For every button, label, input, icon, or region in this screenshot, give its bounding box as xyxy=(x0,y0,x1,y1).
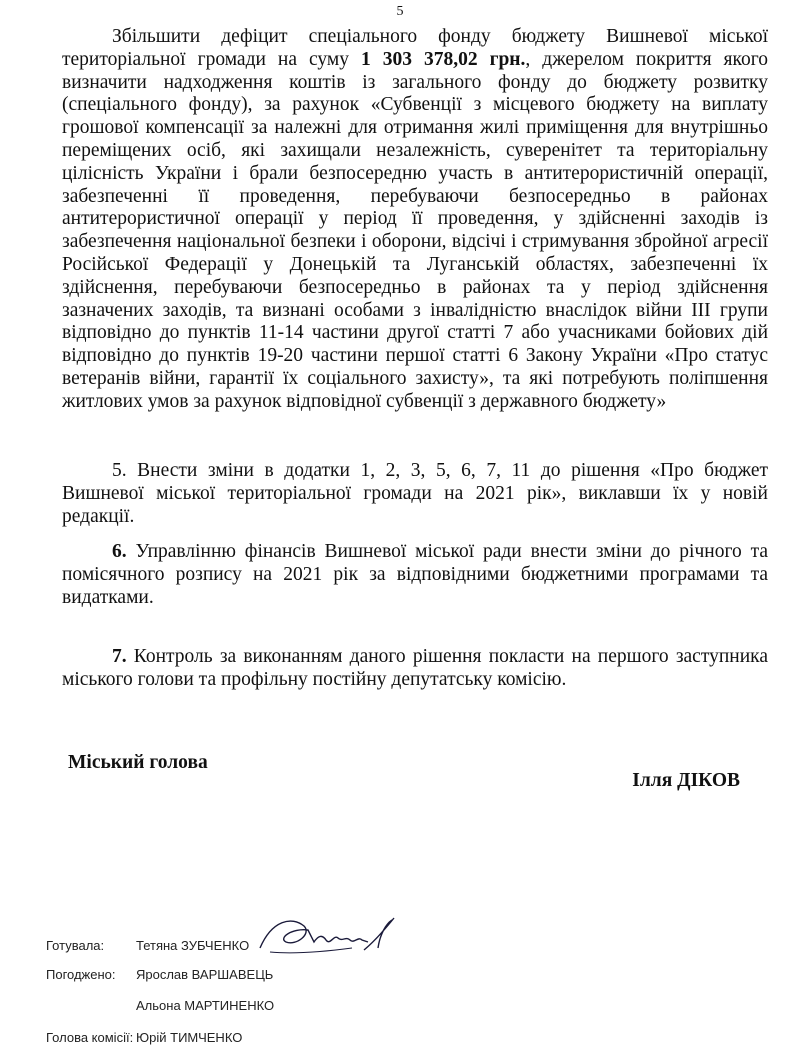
p5-number: 5. xyxy=(112,460,127,481)
p1-text-a: Збільшити дефіцит спеціального фонду бюджету Вишневої міської територіальної громади на суму xyxy=(62,26,768,70)
paragraph-5 xyxy=(62,460,768,528)
p1-text-b: , джерелом покриття якого визначити надходження коштів із загального фонду до бюджету розвитку (спеціального фонду), за рахунок «Субвенції з місцевого бюджету на виплату грошової компенсації за належні для отримання жилі приміщення для внутрішньо переміщених осіб, які захищали незалежність, суверенітет та територіальну цілісність України і брали безпосередню участь в антитерористичній операції, забезпеченні її проведення, перебуваючи безпосередньо в районах антитерористичної операції у період її проведення, у здійсненні заходів із забезпечення національної безпеки і оборони, відсічі і стримування збройної агресії Російської Федерації у Донецькій та Луганській областях, забезпеченні їх здійснення, перебуваючи безпосередньо в районах та у період здійснення зазначених заходів, та визнані особами з інвалідністю внаслідок війни III групи відповідно до пунктів 11-14 частини другої статті 7 або учасниками бойових дій відповідно до пунктів 19-20 частини першої статті 6 Закону України «Про статус ветеранів війни, гарантії їх соціального захисту», та які потребують поліпшення житлових умов за рахунок відповідної субвенції з державного бюджету» xyxy=(62,48,768,412)
mayor-name: Ілля ДІКОВ xyxy=(632,770,740,791)
agreed-name-2: Альона МАРТИНЕНКО xyxy=(136,998,275,1013)
p6-number: 6. xyxy=(112,541,127,562)
p5-text: Внести зміни в додатки 1, 2, 3, 5, 6, 7, 11 до рішення «Про бюджет Вишневої міської територіальної громади на 2021 рік», виклавши їх у новій редакції. xyxy=(62,460,768,527)
prepared-name: Тетяна ЗУБЧЕНКО xyxy=(136,938,250,953)
mayor-position: Міський голова xyxy=(68,752,208,773)
commission-label: Голова комісії: xyxy=(46,1030,134,1045)
p6-text: Управлінню фінансів Вишневої міської ради внести зміни до річного та помісячного розпису на 2021 рік за відповідними бюджетними програмами та видатками. xyxy=(62,541,768,608)
handwritten-signature xyxy=(252,912,402,964)
paragraph-budget-deficit xyxy=(62,26,768,414)
deficit-amount: 1 303 378,02 грн. xyxy=(361,48,526,70)
agreed-name-1: Ярослав ВАРШАВЕЦЬ xyxy=(136,967,274,982)
paragraph-6 xyxy=(62,541,768,609)
page-number: 5 xyxy=(396,4,404,19)
agreed-label: Погоджено: xyxy=(46,967,116,982)
commission-name: Юрій ТИМЧЕНКО xyxy=(136,1030,243,1045)
prepared-label: Готувала: xyxy=(46,938,105,953)
p7-text: Контроль за виконанням даного рішення покласти на першого заступника міського голови та профільну постійну депутатську комісію. xyxy=(62,646,768,690)
paragraph-7 xyxy=(62,646,768,692)
p7-number: 7. xyxy=(112,646,127,667)
